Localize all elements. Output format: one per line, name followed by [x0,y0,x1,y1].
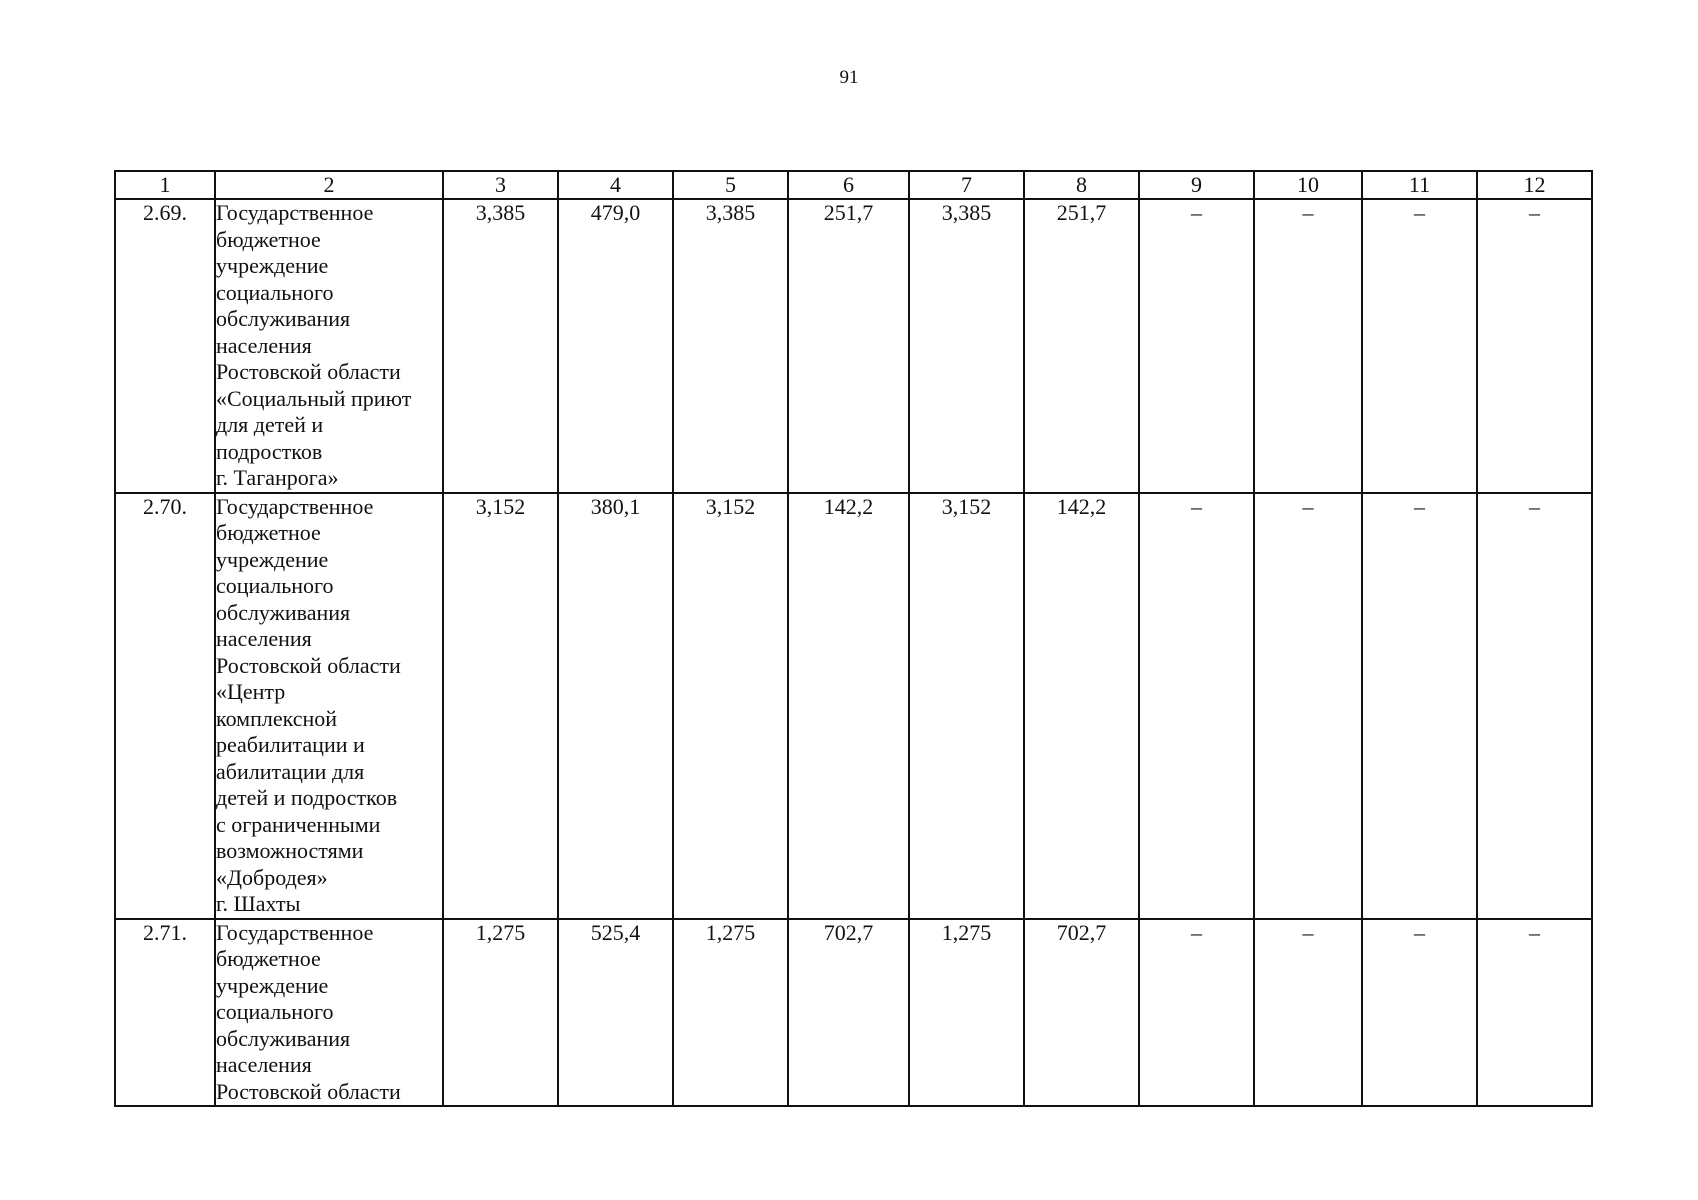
name-line: бюджетное [216,226,321,252]
row-number: 2.71. [115,919,215,1107]
name-line: бюджетное [216,520,321,545]
cell-col-6: 142,2 [788,493,909,919]
name-line: населения [216,1052,312,1077]
cell-col-7: 1,275 [909,919,1024,1107]
institution-name [215,199,443,493]
row-number: 2.70. [115,493,215,919]
column-header-7: 7 [909,171,1024,199]
name-line: г. Таганрога» [216,465,339,490]
cell-col-9: – [1139,919,1254,1107]
name-line: реабилитации и [216,732,365,757]
table-row [115,493,1592,919]
cell-col-12: – [1477,919,1592,1107]
row-number: 2.69. [115,199,215,493]
name-line: детей и подростков [216,785,398,810]
cell-col-5: 1,275 [673,919,788,1107]
name-line: Государственное [216,919,374,945]
cell-col-10: – [1254,199,1362,493]
cell-col-8: 702,7 [1024,919,1139,1107]
data-table [114,170,1593,1107]
cell-col-4: 479,0 [558,199,673,493]
cell-col-8: 251,7 [1024,199,1139,493]
name-line: возможностями [216,838,364,863]
name-line: учреждение [216,546,329,572]
cell-col-3: 3,385 [443,199,558,493]
cell-col-10: – [1254,919,1362,1107]
name-line: подростков [216,438,323,464]
name-line: Государственное [216,200,374,225]
name-line: для детей и [216,412,324,437]
name-line: Ростовской области [216,1078,401,1104]
institution-name [215,919,443,1107]
cell-col-6: 702,7 [788,919,909,1107]
name-line: социального [216,573,334,598]
name-line: обслуживания [216,1025,351,1051]
name-line: обслуживания [216,599,351,625]
cell-col-8: 142,2 [1024,493,1139,919]
name-line: «Центр [216,679,286,704]
name-line: г. Шахты [216,891,301,916]
name-line: бюджетное [216,946,321,971]
page-number: 91 [839,67,859,88]
header-row [115,171,1592,199]
cell-col-11: – [1362,919,1477,1107]
cell-col-9: – [1139,199,1254,493]
cell-col-11: – [1362,199,1477,493]
column-header-10: 10 [1254,171,1362,199]
column-header-1: 1 [115,171,215,199]
name-line: населения [216,332,312,358]
name-line: комплексной [216,705,338,731]
name-line: социального [216,279,334,305]
cell-col-9: – [1139,493,1254,919]
cell-col-7: 3,152 [909,493,1024,919]
name-line: Государственное [216,493,374,519]
name-line: социального [216,999,334,1024]
cell-col-5: 3,152 [673,493,788,919]
column-header-2: 2 [215,171,443,199]
column-header-5: 5 [673,171,788,199]
column-header-4: 4 [558,171,673,199]
cell-col-11: – [1362,493,1477,919]
column-header-12: 12 [1477,171,1592,199]
name-line: с ограниченными [216,811,381,837]
institution-name [215,493,443,919]
name-line: «Социальный приют [216,385,412,411]
table-row [115,919,1592,1107]
column-header-6: 6 [788,171,909,199]
cell-col-3: 1,275 [443,919,558,1107]
cell-col-12: – [1477,493,1592,919]
name-line: Ростовской области [216,359,401,384]
cell-col-5: 3,385 [673,199,788,493]
name-line: абилитации для [216,758,365,784]
name-line: населения [216,626,312,651]
column-header-8: 8 [1024,171,1139,199]
name-line: Ростовской области [216,652,401,678]
name-line: «Добродея» [216,864,328,890]
cell-col-6: 251,7 [788,199,909,493]
cell-col-12: – [1477,199,1592,493]
table-row [115,199,1592,493]
cell-col-4: 525,4 [558,919,673,1107]
column-header-9: 9 [1139,171,1254,199]
cell-col-3: 3,152 [443,493,558,919]
column-header-3: 3 [443,171,558,199]
name-line: обслуживания [216,306,351,331]
name-line: учреждение [216,972,329,998]
cell-col-4: 380,1 [558,493,673,919]
column-header-11: 11 [1362,171,1477,199]
name-line: учреждение [216,253,329,278]
cell-col-7: 3,385 [909,199,1024,493]
cell-col-10: – [1254,493,1362,919]
